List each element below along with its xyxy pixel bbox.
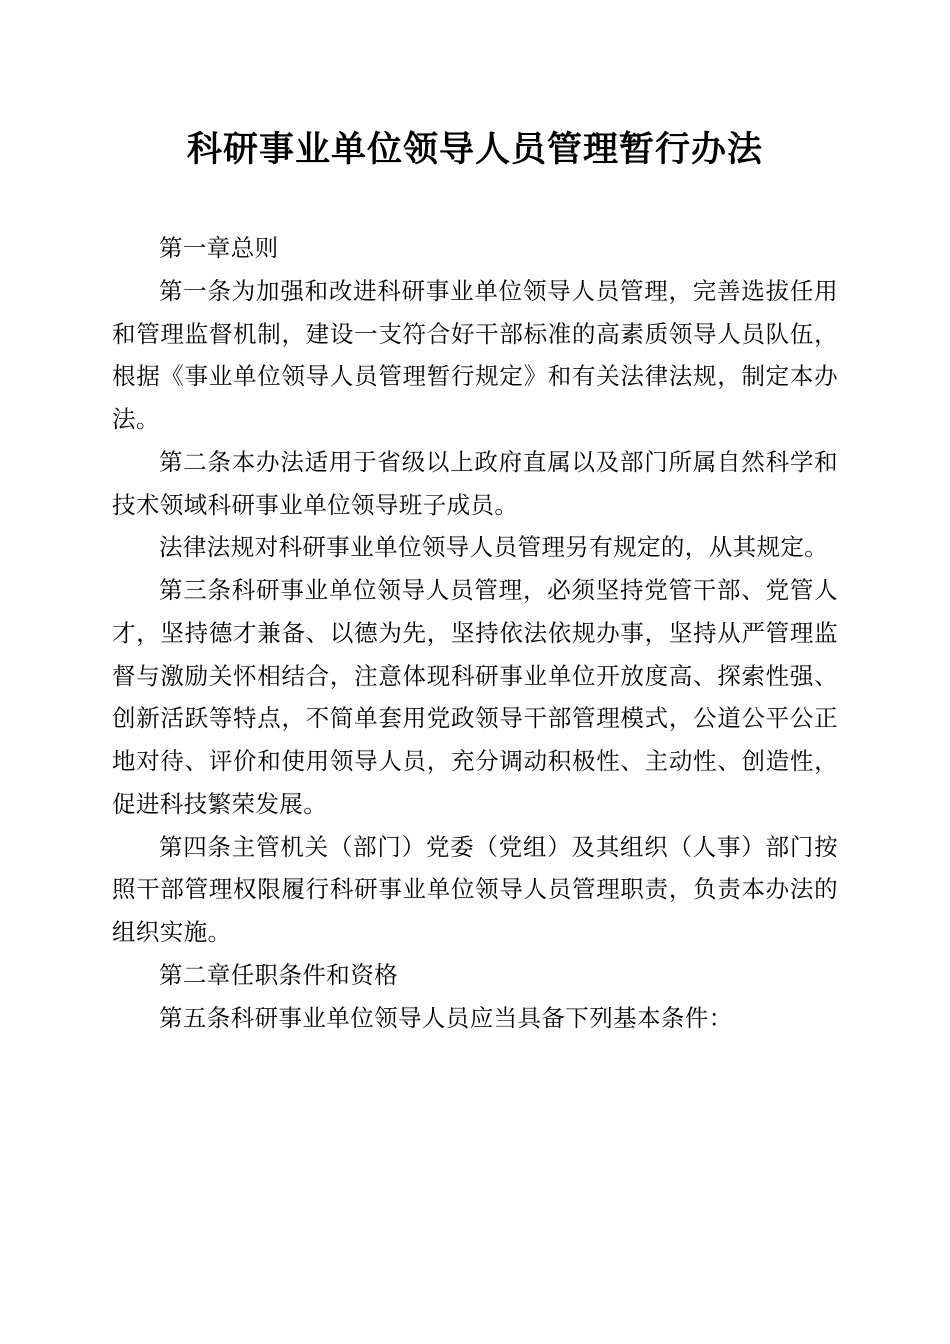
- paragraph: 第五条科研事业单位领导人员应当具备下列基本条件：: [159, 1003, 733, 1032]
- paragraph: 第四条主管机关（部门）党委（党组）及其组织（人事）部门按照干部管理权限履行科研事业单位领导人员管理职责，负责本办法的组织实施。: [112, 832, 838, 947]
- paragraph: 第一章总则: [159, 234, 279, 262]
- paragraph: 第二章任职条件和资格: [159, 961, 398, 990]
- paragraph: 法律法规对科研事业单位领导人员管理另有规定的，从其规定。: [159, 533, 829, 562]
- document-body: [112, 227, 838, 1040]
- paragraph: 第二条本办法适用于省级以上政府直属以及部门所属自然科学和技术领域科研事业单位领导班子成员。: [112, 447, 838, 519]
- paragraph: 第一条为加强和改进科研事业单位领导人员管理，完善选拔任用和管理监督机制，建设一支符合好干部标准的高素质领导人员队伍，根据《事业单位领导人员管理暂行规定》和有关法律法规，制定本办法。: [112, 276, 838, 434]
- paragraph: 第三条科研事业单位领导人员管理，必须坚持党管干部、党管人才，坚持德才兼备、以德为先，坚持依法依规办事，坚持从严管理监督与激励关怀相结合，注意体现科研事业单位开放度高、探索性强、创新活跃等特点，不简单套用党政领导干部管理模式，公道公平公正地对待、评价和使用领导人员，充分调动积极性、主动性、创造性，促进科技繁荣发展。: [112, 576, 838, 818]
- page-title: 科研事业单位领导人员管理暂行办法: [186, 130, 763, 170]
